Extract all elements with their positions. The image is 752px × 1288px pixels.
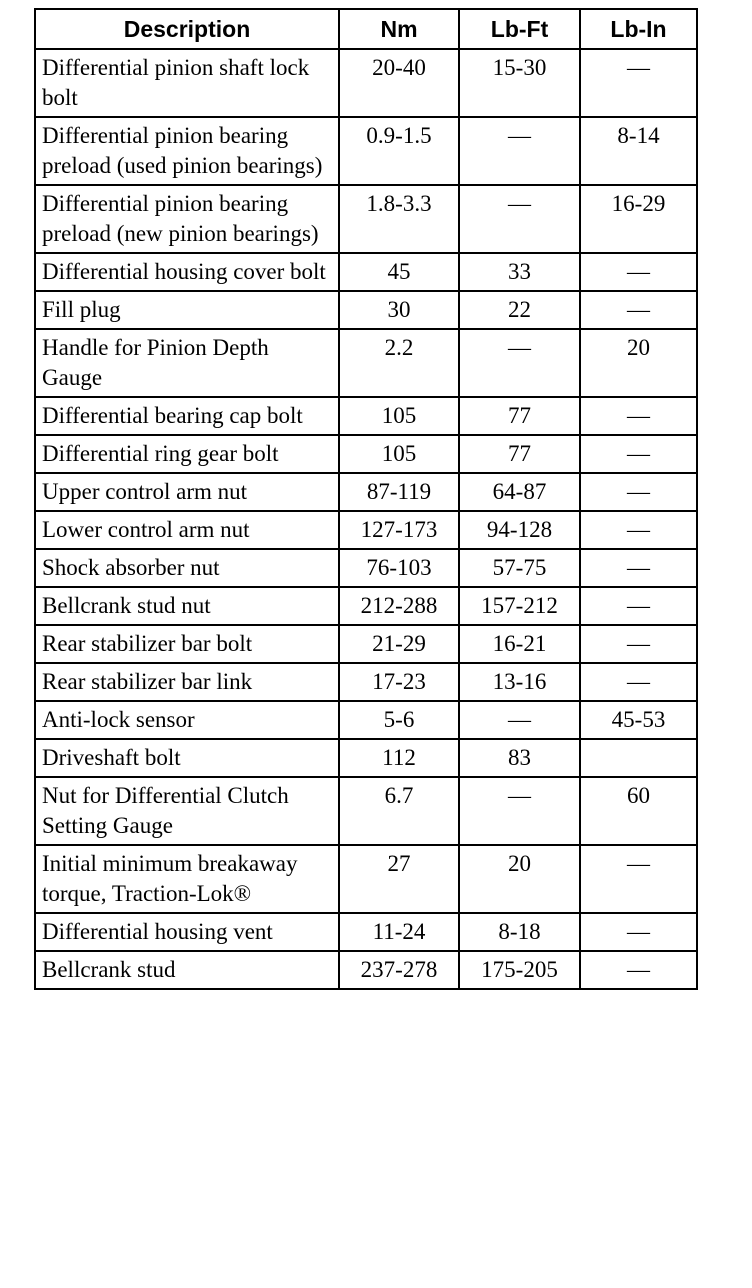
cell-lb-in: —	[580, 951, 697, 989]
cell-lb-ft: 175-205	[459, 951, 580, 989]
cell-description: Differential ring gear bolt	[35, 435, 339, 473]
cell-lb-ft: 83	[459, 739, 580, 777]
cell-lb-in: 45-53	[580, 701, 697, 739]
table-row	[35, 701, 697, 739]
cell-description: Rear stabilizer bar link	[35, 663, 339, 701]
cell-nm: 5-6	[339, 701, 459, 739]
cell-nm: 6.7	[339, 777, 459, 845]
table-row	[35, 663, 697, 701]
cell-nm: 27	[339, 845, 459, 913]
cell-lb-ft: —	[459, 117, 580, 185]
header-lb-in: Lb-In	[580, 9, 697, 49]
cell-nm: 237-278	[339, 951, 459, 989]
cell-lb-in: —	[580, 511, 697, 549]
cell-nm: 20-40	[339, 49, 459, 117]
cell-nm: 87-119	[339, 473, 459, 511]
table-row	[35, 625, 697, 663]
cell-lb-ft: 15-30	[459, 49, 580, 117]
cell-lb-ft: 8-18	[459, 913, 580, 951]
cell-lb-in	[580, 739, 697, 777]
cell-nm: 45	[339, 253, 459, 291]
cell-description: Shock absorber nut	[35, 549, 339, 587]
cell-lb-ft: 20	[459, 845, 580, 913]
cell-lb-ft: —	[459, 185, 580, 253]
cell-lb-ft: 22	[459, 291, 580, 329]
cell-nm: 11-24	[339, 913, 459, 951]
cell-description: Differential housing vent	[35, 913, 339, 951]
table-row	[35, 739, 697, 777]
table-row	[35, 549, 697, 587]
table-row	[35, 253, 697, 291]
table-row	[35, 587, 697, 625]
header-description: Description	[35, 9, 339, 49]
header-lb-ft: Lb-Ft	[459, 9, 580, 49]
cell-lb-ft: 77	[459, 397, 580, 435]
table-row	[35, 913, 697, 951]
cell-lb-ft: 16-21	[459, 625, 580, 663]
cell-lb-ft: 94-128	[459, 511, 580, 549]
cell-nm: 76-103	[339, 549, 459, 587]
cell-nm: 1.8-3.3	[339, 185, 459, 253]
cell-nm: 21-29	[339, 625, 459, 663]
cell-lb-ft: 33	[459, 253, 580, 291]
cell-description: Bellcrank stud	[35, 951, 339, 989]
table-row	[35, 435, 697, 473]
cell-lb-in: —	[580, 435, 697, 473]
cell-nm: 17-23	[339, 663, 459, 701]
table-row	[35, 185, 697, 253]
cell-lb-in: —	[580, 397, 697, 435]
table-row	[35, 49, 697, 117]
cell-lb-ft: —	[459, 329, 580, 397]
table-row	[35, 397, 697, 435]
cell-lb-in: 8-14	[580, 117, 697, 185]
cell-lb-ft: 157-212	[459, 587, 580, 625]
cell-lb-ft: —	[459, 701, 580, 739]
cell-nm: 112	[339, 739, 459, 777]
cell-nm: 30	[339, 291, 459, 329]
cell-lb-ft: 77	[459, 435, 580, 473]
cell-nm: 105	[339, 397, 459, 435]
cell-lb-ft: 64-87	[459, 473, 580, 511]
table-row	[35, 291, 697, 329]
cell-lb-in: —	[580, 845, 697, 913]
cell-description: Differential housing cover bolt	[35, 253, 339, 291]
cell-lb-ft: 13-16	[459, 663, 580, 701]
cell-description: Differential pinion shaft lock bolt	[35, 49, 339, 117]
header-nm: Nm	[339, 9, 459, 49]
table-row	[35, 511, 697, 549]
cell-description: Handle for Pinion Depth Gauge	[35, 329, 339, 397]
cell-description: Differential bearing cap bolt	[35, 397, 339, 435]
table-row	[35, 777, 697, 845]
cell-description: Lower control arm nut	[35, 511, 339, 549]
cell-nm: 0.9-1.5	[339, 117, 459, 185]
cell-lb-in: —	[580, 49, 697, 117]
cell-description: Differential pinion bearing preload (used pinion bearings)	[35, 117, 339, 185]
cell-description: Anti-lock sensor	[35, 701, 339, 739]
cell-lb-in: —	[580, 291, 697, 329]
cell-lb-in: —	[580, 625, 697, 663]
cell-description: Upper control arm nut	[35, 473, 339, 511]
cell-lb-in: —	[580, 913, 697, 951]
cell-nm: 212-288	[339, 587, 459, 625]
cell-nm: 105	[339, 435, 459, 473]
table-body	[35, 49, 697, 989]
table-row	[35, 473, 697, 511]
cell-description: Bellcrank stud nut	[35, 587, 339, 625]
cell-description: Differential pinion bearing preload (new pinion bearings)	[35, 185, 339, 253]
cell-lb-ft: 57-75	[459, 549, 580, 587]
cell-nm: 127-173	[339, 511, 459, 549]
cell-description: Nut for Differential Clutch Setting Gauge	[35, 777, 339, 845]
cell-lb-in: 16-29	[580, 185, 697, 253]
cell-lb-in: —	[580, 473, 697, 511]
table-row	[35, 951, 697, 989]
cell-description: Initial minimum breakaway torque, Traction-Lok®	[35, 845, 339, 913]
cell-lb-in: —	[580, 663, 697, 701]
cell-lb-ft: —	[459, 777, 580, 845]
cell-description: Driveshaft bolt	[35, 739, 339, 777]
table-row	[35, 329, 697, 397]
torque-spec-table	[34, 8, 698, 990]
cell-nm: 2.2	[339, 329, 459, 397]
table-header-row	[35, 9, 697, 49]
cell-lb-in: —	[580, 253, 697, 291]
cell-lb-in: —	[580, 587, 697, 625]
table-row	[35, 845, 697, 913]
cell-lb-in: —	[580, 549, 697, 587]
cell-description: Rear stabilizer bar bolt	[35, 625, 339, 663]
cell-lb-in: 20	[580, 329, 697, 397]
cell-description: Fill plug	[35, 291, 339, 329]
cell-lb-in: 60	[580, 777, 697, 845]
table-row	[35, 117, 697, 185]
